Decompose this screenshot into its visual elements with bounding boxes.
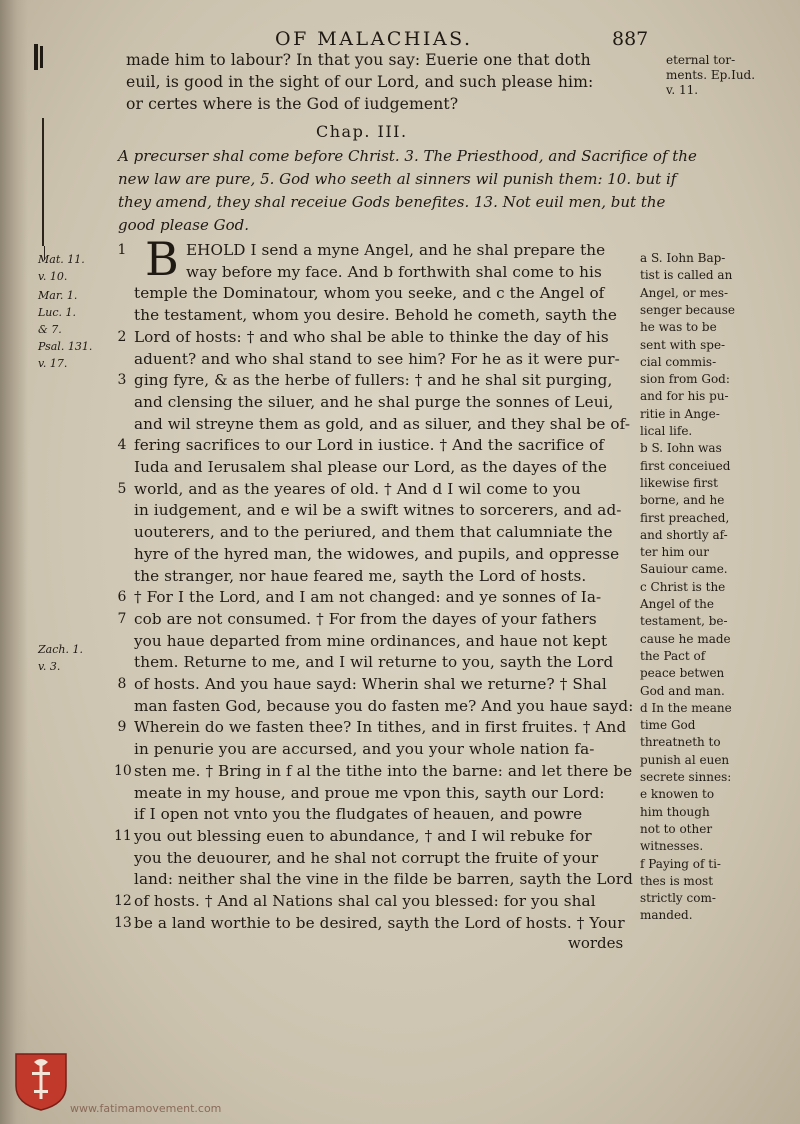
side-note-line: d In the meane <box>640 700 732 715</box>
verse-line: world, and as the yeares of old. † And d I wil come to you <box>134 479 581 498</box>
margin-reference: Mar. 1. <box>38 289 78 302</box>
side-note-line: thes is most <box>640 873 714 888</box>
argument-line: good please God. <box>118 216 249 234</box>
shield-logo-icon <box>14 1052 68 1112</box>
verse-line: way before my face. And b forthwith shal come to his <box>186 262 602 281</box>
verse-number: 11 <box>114 827 132 844</box>
verse-line: hyre of the hyred man, the widowes, and pupils, and oppresse <box>134 544 620 563</box>
margin-bracket-mark <box>34 44 38 70</box>
side-note-line: punish al euen <box>640 752 730 767</box>
side-note-line: God and man. <box>640 683 725 698</box>
side-note-line: Sauiour came. <box>640 562 728 577</box>
verse-number: 12 <box>114 893 132 909</box>
side-note-line: him though <box>640 804 710 819</box>
running-head-title: OF MALACHIAS. <box>275 28 473 50</box>
verse-line: in penurie you are accursed, and you your whole nation fa- <box>134 740 595 759</box>
margin-reference: Luc. 1. <box>38 306 77 319</box>
verse-line: them. Returne to me, and I wil returne to you, sayth the Lord <box>134 653 614 672</box>
text-line: made him to labour? In that you say: Euerie one that doth <box>126 51 591 69</box>
side-note-line: peace betwen <box>640 666 725 681</box>
verse-line: the stranger, nor haue feared me, sayth the Lord of hosts. <box>134 566 587 585</box>
argument-line: A precurser shal come before Christ. 3. The Priesthood, and Sacrifice of the <box>118 147 697 165</box>
verse-line: of hosts. † And al Nations shal cal you blessed: for you shal <box>134 892 596 910</box>
side-note-line: witnesses. <box>640 839 704 854</box>
text-line: or certes where is the God of iudgement? <box>126 95 459 113</box>
verse-line: of hosts. And you haue sayd: Wherin shal we returne? † Shal <box>134 675 607 693</box>
verse-line: in iudgement, and e wil be a swift witnes to sorcerers, and ad- <box>134 501 622 520</box>
verse-number: 5 <box>117 480 127 497</box>
verse-line: if I open not vnto you the fludgates of heauen, and powre <box>134 805 583 824</box>
side-note-line: v. 11. <box>666 83 699 97</box>
margin-reference: v. 3. <box>38 660 61 673</box>
verse-line: fering sacrifices to our Lord in iustice. † And the sacrifice of <box>134 436 605 455</box>
drop-cap: B <box>145 232 179 286</box>
side-note-line: tist is called an <box>640 268 733 283</box>
verse-line: temple the Dominatour, whom you seeke, and c the Angel of <box>134 284 605 303</box>
margin-reference: Psal. 131. <box>38 340 93 353</box>
side-note-line: first conceiued <box>640 458 731 473</box>
verse-line: EHOLD I send a myne Angel, and he shal prepare the <box>186 241 606 259</box>
margin-reference: & 7. <box>38 323 62 336</box>
side-note-line: a S. Iohn Bap- <box>640 251 726 265</box>
verse-line: you out blessing euen to abundance, † and I wil rebuke for <box>134 826 592 845</box>
verse-line: uouterers, and to the periured, and them that calumniate the <box>134 523 613 542</box>
side-note-line: lical life. <box>640 424 693 438</box>
side-note-line: ments. Ep.Iud. <box>666 68 756 82</box>
argument-line: they amend, they shal receiue Gods benefites. 13. Not euil men, but the <box>118 193 666 211</box>
margin-bracket-mark-2 <box>40 46 43 68</box>
verse-number: 2 <box>117 328 127 345</box>
verse-number: 13 <box>114 914 132 931</box>
side-note-line: strictly com- <box>640 891 716 906</box>
side-note-line: e knowen to <box>640 787 715 802</box>
verse-line: land: neither shal the vine in the filde be barren, sayth the Lord <box>134 870 633 889</box>
verse-line: be a land worthie to be desired, sayth the Lord of hosts. † Your <box>134 913 625 932</box>
side-note-line: borne, and he <box>640 493 725 508</box>
side-note-line: secrete sinnes: <box>640 770 732 784</box>
side-note-line: threatneth to <box>640 735 721 750</box>
side-note-line: testament, be- <box>640 614 728 629</box>
side-note-line: Angel of the <box>640 597 714 611</box>
verse-line: you the deuourer, and he shal not corrupt the fruite of your <box>134 848 599 867</box>
verse-number: 10 <box>114 762 132 779</box>
verse-line: Lord of hosts: † and who shal be able to thinke the day of his <box>134 327 609 346</box>
margin-reference: Mat. 11. <box>38 253 85 266</box>
verse-number: 6 <box>117 589 127 606</box>
side-note-line: senger because <box>640 302 735 317</box>
side-note-line: cial commis- <box>640 354 717 369</box>
side-note-line: manded. <box>640 908 693 923</box>
argument-line: new law are pure, 5. God who seeth al sinners wil punish them: 10. but if <box>118 170 677 188</box>
margin-reference: v. 10. <box>38 270 68 283</box>
catchword: wordes <box>568 934 624 952</box>
page-gutter-shadow <box>0 0 28 1124</box>
side-note-line: ritie in Ange- <box>640 406 720 421</box>
side-note-line: f Paying of ti- <box>640 856 721 871</box>
verse-number: 4 <box>117 437 127 454</box>
side-note-line: eternal tor- <box>666 53 736 67</box>
verse-line: cob are not consumed. † For from the dayes of your fathers <box>134 609 597 628</box>
margin-reference: Zach. 1. <box>38 643 83 656</box>
text-line: euil, is good in the sight of our Lord, and such please him: <box>126 73 594 91</box>
verse-line: Wherein do we fasten thee? In tithes, and in first fruites. † And <box>134 718 627 737</box>
verse-line: the testament, whom you desire. Behold he cometh, sayth the <box>134 306 617 325</box>
margin-reference: v. 17. <box>38 357 68 370</box>
verse-line: and clensing the siluer, and he shal purge the sonnes of Leui, <box>134 392 614 411</box>
running-head <box>60 28 660 52</box>
side-note-line: sion from God: <box>640 372 730 387</box>
verse-number: 1 <box>117 242 127 258</box>
verse-number: 9 <box>117 719 127 736</box>
verse-line: you haue departed from mine ordinances, and haue not kept <box>134 631 608 650</box>
side-note-line: Angel, or mes- <box>640 285 729 300</box>
verse-line: meate in my house, and proue me vpon this, sayth our Lord: <box>134 783 605 802</box>
chapter-heading: Chap. III. <box>316 122 408 141</box>
verse-line: † For I the Lord, and I am not changed: and ye sonnes of Ia- <box>134 588 602 607</box>
side-note-line: and for his pu- <box>640 389 729 404</box>
verse-line: Iuda and Ierusalem shal please our Lord, as the dayes of the <box>134 458 607 476</box>
side-note-line: the Pact of <box>640 648 706 663</box>
verse-number: 7 <box>117 610 127 627</box>
verse-line: and wil streyne them as gold, and as siluer, and they shal be of- <box>134 414 631 433</box>
side-note-line: and shortly af- <box>640 527 728 542</box>
margin-rule <box>42 118 44 246</box>
side-note-line: c Christ is the <box>640 579 726 594</box>
footer-url: www.fatimamovement.com <box>70 1102 222 1115</box>
side-note-line: first preached, <box>640 510 730 525</box>
side-note-line: ter him our <box>640 545 709 560</box>
side-note-line: he was to be <box>640 320 717 335</box>
side-note-line: sent with spe- <box>640 337 726 352</box>
side-note-line: likewise first <box>640 475 718 490</box>
verse-line: ging fyre, & as the herbe of fullers: † and he shal sit purging, <box>134 371 613 390</box>
verse-line: man fasten God, because you do fasten me? And you haue sayd: <box>134 696 634 715</box>
verse-number: 3 <box>117 372 127 389</box>
side-note-line: not to other <box>640 821 713 836</box>
verse-number: 8 <box>117 676 127 692</box>
side-note-line: time God <box>640 718 696 733</box>
side-note-line: b S. Iohn was <box>640 441 722 456</box>
verse-line: sten me. † Bring in f al the tithe into the barne: and let there be <box>134 761 633 780</box>
verse-line: aduent? and who shal stand to see him? For he as it were pur- <box>134 349 620 368</box>
side-note-line: cause he made <box>640 631 731 646</box>
page-number: 887 <box>612 28 649 50</box>
